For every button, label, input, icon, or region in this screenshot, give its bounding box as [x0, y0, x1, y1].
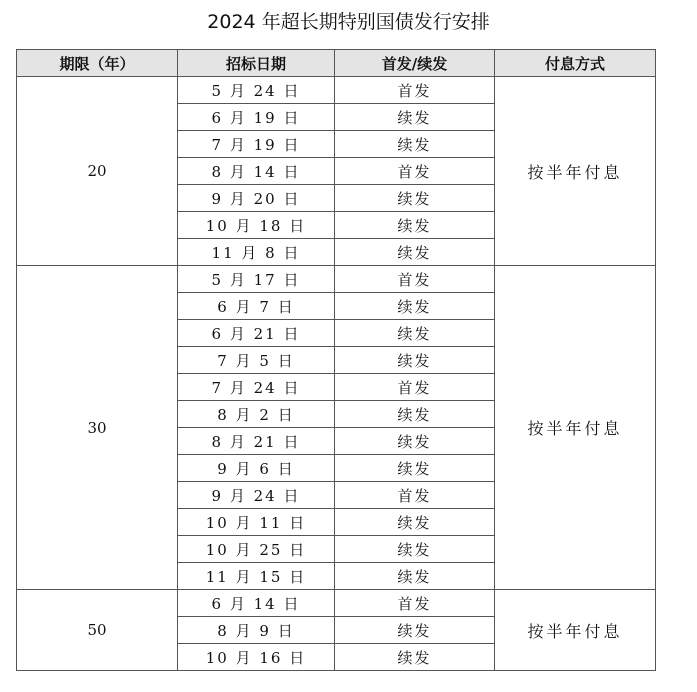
issue-type-cell: 续发 — [335, 617, 495, 644]
auction-date-cell: 7 月 19 日 — [178, 131, 335, 158]
issue-type-cell: 续发 — [335, 131, 495, 158]
auction-date-cell: 5 月 17 日 — [178, 266, 335, 293]
issue-type-cell: 首发 — [335, 77, 495, 104]
issue-type-cell: 续发 — [335, 455, 495, 482]
issue-type-cell: 续发 — [335, 293, 495, 320]
auction-date-cell: 8 月 2 日 — [178, 401, 335, 428]
auction-date-cell: 9 月 6 日 — [178, 455, 335, 482]
auction-date-cell: 6 月 21 日 — [178, 320, 335, 347]
issue-type-cell: 续发 — [335, 563, 495, 590]
issue-type-cell: 首发 — [335, 158, 495, 185]
payment-method-cell: 按半年付息 — [495, 590, 656, 671]
auction-date-cell: 6 月 7 日 — [178, 293, 335, 320]
auction-date-cell: 9 月 24 日 — [178, 482, 335, 509]
issue-type-cell: 续发 — [335, 239, 495, 266]
issue-type-cell: 首发 — [335, 590, 495, 617]
issue-type-cell: 续发 — [335, 428, 495, 455]
table-row — [17, 77, 656, 104]
issue-type-cell: 续发 — [335, 509, 495, 536]
auction-date-cell: 11 月 8 日 — [178, 239, 335, 266]
auction-date-cell: 10 月 18 日 — [178, 212, 335, 239]
table-row — [17, 590, 656, 617]
header-issue-type: 首发/续发 — [335, 50, 495, 77]
auction-date-cell: 6 月 14 日 — [178, 590, 335, 617]
issue-type-cell: 续发 — [335, 536, 495, 563]
auction-date-cell: 8 月 9 日 — [178, 617, 335, 644]
issue-type-cell: 首发 — [335, 266, 495, 293]
issue-type-cell: 续发 — [335, 104, 495, 131]
term-cell: 30 — [17, 266, 178, 590]
payment-method-cell: 按半年付息 — [495, 266, 656, 590]
auction-date-cell: 11 月 15 日 — [178, 563, 335, 590]
issue-type-cell: 续发 — [335, 644, 495, 671]
auction-date-cell: 10 月 11 日 — [178, 509, 335, 536]
issue-type-cell: 续发 — [335, 347, 495, 374]
issue-type-cell: 续发 — [335, 185, 495, 212]
auction-date-cell: 10 月 25 日 — [178, 536, 335, 563]
auction-date-cell: 8 月 14 日 — [178, 158, 335, 185]
header-row — [17, 50, 656, 77]
term-cell: 20 — [17, 77, 178, 266]
auction-date-cell: 10 月 16 日 — [178, 644, 335, 671]
auction-date-cell: 6 月 19 日 — [178, 104, 335, 131]
header-payment-method: 付息方式 — [495, 50, 656, 77]
auction-date-cell: 8 月 21 日 — [178, 428, 335, 455]
issue-type-cell: 续发 — [335, 320, 495, 347]
table-body — [17, 77, 656, 671]
table-row — [17, 266, 656, 293]
header-term: 期限（年） — [17, 50, 178, 77]
issue-type-cell: 续发 — [335, 401, 495, 428]
issue-type-cell: 首发 — [335, 482, 495, 509]
header-auction-date: 招标日期 — [178, 50, 335, 77]
issue-type-cell: 首发 — [335, 374, 495, 401]
auction-date-cell: 7 月 24 日 — [178, 374, 335, 401]
term-cell: 50 — [17, 590, 178, 671]
auction-date-cell: 7 月 5 日 — [178, 347, 335, 374]
payment-method-cell: 按半年付息 — [495, 77, 656, 266]
auction-date-cell: 9 月 20 日 — [178, 185, 335, 212]
page-title: 2024 年超长期特别国债发行安排 — [207, 11, 490, 33]
issue-type-cell: 续发 — [335, 212, 495, 239]
issuance-schedule-table — [16, 49, 656, 671]
auction-date-cell: 5 月 24 日 — [178, 77, 335, 104]
table-header — [17, 50, 656, 77]
